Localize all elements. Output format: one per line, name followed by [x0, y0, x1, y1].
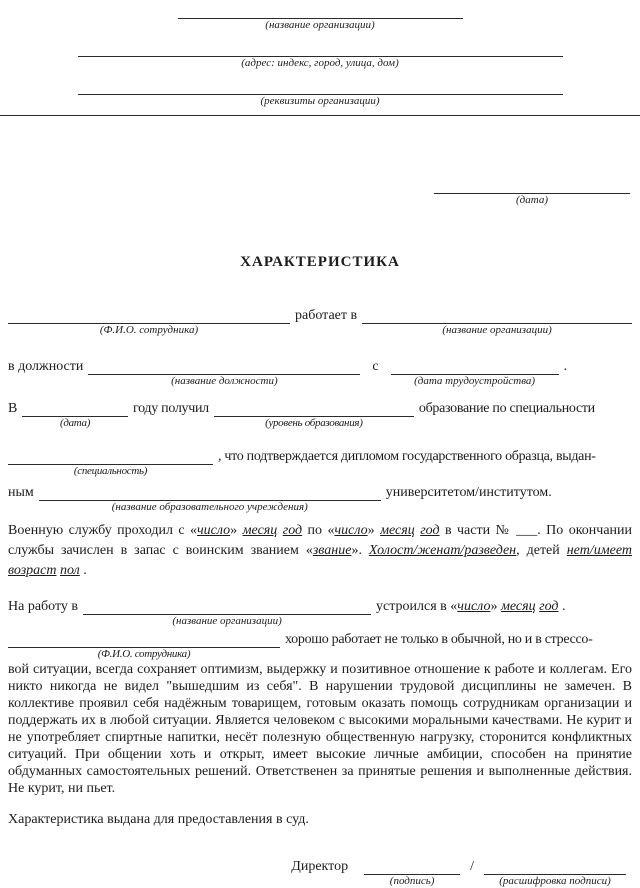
- hired-date-text: устроился в «число» месяц год .: [376, 599, 566, 614]
- education-year-caption: (дата): [59, 417, 91, 429]
- institution-caption: (название образовательного учреждения): [111, 501, 308, 513]
- header-divider-rule: [0, 115, 640, 116]
- performance-row: [8, 631, 632, 661]
- diploma-text: , что подтверждается дипломом государственного образца, выдан-: [218, 449, 596, 464]
- signature-caption: (подпись): [389, 875, 435, 887]
- specialty-field: [8, 448, 213, 478]
- signature-name-blank-line: [484, 858, 626, 875]
- position-row: [8, 358, 632, 388]
- employee-name-blank-line-2: [8, 631, 280, 648]
- received-text: году получил: [133, 401, 209, 416]
- director-label: Директор: [291, 859, 349, 874]
- specialty-blank-line: [8, 448, 213, 465]
- characteristics-paragraph: вой ситуации, всегда сохраняет оптимизм, выдержку и позитивное отношение к работе и коллегам. Его никто никогда не видел "вышедшим из себя". В нарушении трудовой дисциплины не замечен. В коллективе проявил себя надёжным товарищем, готовым оказать помощь сотрудникам организации и поддержать их в любой ситуации. Является человеком с высокими моральными качествами. Не курит и не употребляет спиртные напитки, несёт полезную общественную нагрузку, сторонится конфликтных ситуаций. При общении хоть и открыт, имеет высокие личные амбиции, способен на принятие обдуманных самостоятельных решений. Ответственен за принятые решения и выполненные действия. Не курит, ни пьет.: [8, 662, 632, 796]
- signature-blank-line: [364, 858, 460, 875]
- requisites-blank-line: [78, 83, 563, 95]
- address-caption: (адрес: индекс, город, улица, дом): [241, 57, 399, 69]
- hired-org-caption: (название организации): [172, 615, 282, 627]
- address-blank-line: [78, 45, 563, 57]
- date-caption: (дата): [516, 194, 548, 206]
- hired-org-blank-line: [83, 598, 371, 615]
- employee-name-caption: (Ф.И.О. сотрудника): [99, 324, 199, 336]
- since-text: с: [372, 359, 379, 374]
- specialty-row: [8, 448, 632, 478]
- org-name-blank-line: [178, 12, 463, 19]
- institution-field: [39, 484, 381, 514]
- education-year-blank-line: [22, 400, 128, 417]
- works-at-text: работает в: [295, 308, 358, 323]
- university-text: университетом/институтом.: [385, 485, 552, 500]
- org-name-field: [362, 307, 632, 337]
- employee-name-field: [8, 307, 290, 337]
- requisites-caption: (реквизиты организации): [260, 95, 380, 107]
- org-name-caption: (название организации): [265, 19, 375, 31]
- specialty-caption: (специальность): [73, 465, 148, 477]
- signature-name-field: [484, 858, 626, 888]
- org-name-blank-line-2: [362, 307, 632, 324]
- nym-label: ным: [8, 485, 34, 500]
- institution-blank-line: [39, 484, 381, 501]
- period-text: .: [563, 359, 568, 374]
- military-service-paragraph: Военную службу проходил с «число» месяц год по «число» месяц год в части № ___. По окончании службы зачислен в запас с воинским званием «звание». Холост/женат/разведен, детей нет/имеет возраст пол .: [8, 523, 633, 578]
- hired-at-label: На работу в: [8, 599, 79, 614]
- org-name-caption-2: (название организации): [442, 324, 552, 336]
- position-caption: (название должности): [171, 375, 278, 387]
- employee-name-caption-2: (Ф.И.О. сотрудника): [97, 648, 191, 660]
- employee-name-blank-line: [8, 307, 290, 324]
- signature-field: [364, 858, 460, 888]
- slash-separator: /: [470, 859, 474, 874]
- document-title: ХАРАКТЕРИСТИКА: [240, 254, 400, 270]
- employment-date-blank-line: [391, 358, 559, 375]
- in-label: В: [8, 401, 18, 416]
- position-field: [88, 358, 360, 388]
- hired-row: [8, 598, 632, 628]
- institution-row: [8, 484, 632, 514]
- date-block: [434, 176, 630, 207]
- employee-name-field-2: [8, 631, 280, 661]
- header-block: [8, 12, 632, 108]
- education-level-blank-line: [214, 400, 414, 417]
- position-blank-line: [88, 358, 360, 375]
- employee-org-row: [8, 307, 632, 337]
- purpose-line: Характеристика выдана для предоставления в суд.: [8, 812, 309, 827]
- employment-date-field: [391, 358, 559, 388]
- employment-date-caption: (дата трудоустройства): [414, 375, 536, 387]
- education-specialty-text: образование по специальности: [418, 401, 595, 416]
- performance-text: хорошо работает не только в обычной, но и в стрессо-: [285, 632, 593, 647]
- date-blank-line: [434, 176, 630, 194]
- education-year-field: [22, 400, 128, 430]
- signature-name-caption: (расшифровка подписи): [499, 875, 611, 887]
- education-row: [8, 400, 632, 430]
- education-level-caption: (уровень образования): [265, 417, 363, 429]
- hired-org-field: [83, 598, 371, 628]
- education-level-field: [214, 400, 414, 430]
- signature-row: [8, 858, 626, 888]
- position-label: в должности: [8, 359, 84, 374]
